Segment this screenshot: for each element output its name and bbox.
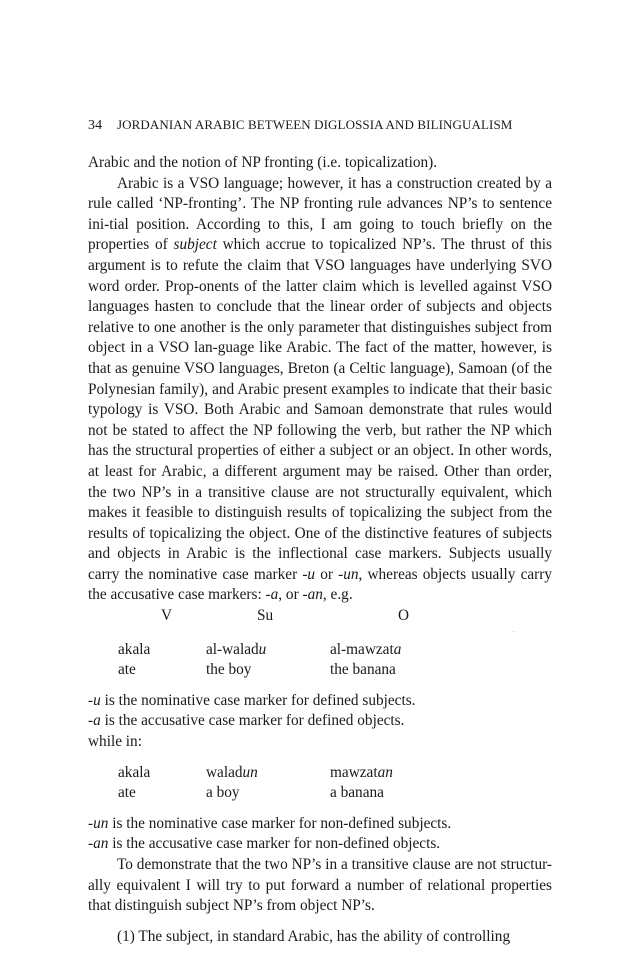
case-marker-un: -un <box>338 565 359 583</box>
ex1-gloss-subject: the boy <box>206 661 252 679</box>
ex2-gloss-verb: ate <box>118 784 136 802</box>
header-verb: V <box>161 607 173 625</box>
note-nondefined-object: -an is the accusative case marker for non-defined objects. <box>88 835 441 853</box>
example-headers <box>88 606 552 627</box>
example2-gloss-row <box>88 783 552 804</box>
ex2-gloss-object: a banana <box>330 784 384 802</box>
ex2-subject: waladun <box>206 763 258 781</box>
ex2-object: mawzatan <box>330 763 393 781</box>
ex1-object: al-mawzata <box>330 640 402 658</box>
note-defined-subject: -u is the nominative case marker for defined subjects. <box>88 691 416 709</box>
paragraph-controlling: (1) The subject, in standard Arabic, has the ability of controlling <box>117 927 511 945</box>
example2-arabic-row <box>88 763 552 784</box>
note-nondefined-subject: -un is the nominative case marker for non-defined subjects. <box>88 814 452 832</box>
paragraph-demonstrate: To demonstrate that the two NP’s in a transitive clause are not structur-ally equivalent I will try to put forward a number of relational properties that distinguish subject NP’s from object NP’s. <box>88 856 552 915</box>
running-header <box>88 117 512 134</box>
case-marker-an: -an <box>302 586 323 604</box>
case-marker-u: -u <box>302 565 316 583</box>
running-title: JORDANIAN ARABIC BETWEEN DIGLOSSIA AND BILINGUALISM <box>117 117 513 132</box>
ex2-gloss-subject: a boy <box>206 784 240 802</box>
ex1-gloss-verb: ate <box>118 661 136 679</box>
stray-mark <box>513 631 514 632</box>
ex2-verb: akala <box>118 763 151 781</box>
page-number: 34 <box>88 118 103 133</box>
body-text <box>88 153 552 947</box>
paragraph-vso: Arabic is a VSO language; however, it has a construction created by a rule called ‘NP-fronting’. The NP fronting rule advances NP’s to sentence ini-tial position. According to this, I am going to touch briefly on the properties of subject which accrue to topicalized NP’s. The thrust of this argument is to refute the claim that VSO languages have underlying SVO word order. Prop-onents of the latter claim which is levelled against VSO languages hasten to conclude that the linear order of subjects and objects relative to one another is the only parameter that distinguishes subject from object in a VSO lan-guage like Arabic. The fact of the matter, however, is that as genuine VSO languages, Breton (a Celtic language), Samoan (of the Polynesian family), and Arabic present examples to indicate that their basic typology is VSO. Both Arabic and Samoan demonstrate that rules would not be stated to affect the NP following the verb, but rather the NP which has the structural properties of either a subject or an object. In other words, at least for Arabic, a different argument may be raised. Other than order, the two NP’s in a transitive clause are not structurally equivalent, which makes it feasible to distinguish results of topicalizing the subject from the results of topicalizing the object. One of the distinctive features of subjects and objects in Arabic is the inflectional case markers. Subjects usually carry the nominative case marker -u or -un, whereas objects usually carry the accusative case markers: -a, or -an, e.g. <box>88 174 553 604</box>
header-subject: Su <box>257 607 274 625</box>
italic-subject: subject <box>173 236 217 254</box>
case-marker-a: -a <box>265 586 279 604</box>
ex1-gloss-object: the banana <box>330 661 396 679</box>
paragraph-intro: Arabic and the notion of NP fronting (i.e. topicalization). <box>88 154 438 171</box>
ex1-verb: akala <box>118 640 151 658</box>
header-object: O <box>398 607 410 625</box>
example1-gloss-row <box>88 660 552 681</box>
note-defined-object: -a is the accusative case marker for defined objects. <box>88 712 405 730</box>
ex1-subject: al-waladu <box>206 640 267 658</box>
while-in: while in: <box>88 733 142 751</box>
example1-arabic-row <box>88 640 552 661</box>
